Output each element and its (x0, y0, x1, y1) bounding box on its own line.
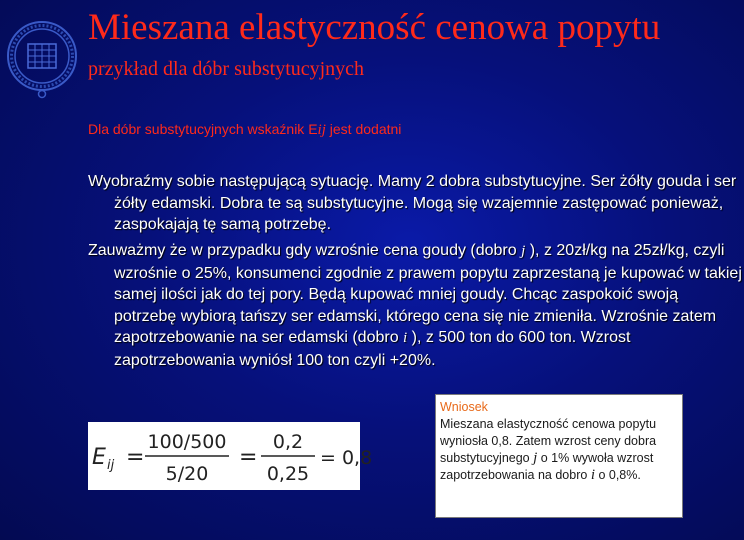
variable-i: i (403, 330, 408, 346)
slide-subtitle: przykład dla dóbr substytucyjnych (88, 58, 365, 80)
formula-result: = 0,8 (320, 447, 373, 469)
formula-lhs-subscript: ij (107, 458, 115, 473)
formula-equals-2: = (239, 445, 258, 470)
formula-fraction1-denominator: 5/20 (165, 463, 209, 485)
elasticity-formula (88, 422, 373, 490)
conclusion-heading: Wniosek (440, 400, 488, 414)
formula-fraction2-denominator: 0,25 (266, 463, 310, 485)
variable-j: j (521, 243, 526, 259)
formula-fraction2-numerator: 0,2 (272, 431, 304, 453)
slide-title: Mieszana elastyczność cenowa popytu (88, 7, 661, 48)
intro-symbol: ij (317, 122, 326, 138)
intro-text-end: jest dodatni (325, 121, 402, 137)
university-seal-logo (4, 18, 80, 98)
conclusion-text-part1: Mieszana elastyczność cenowa popytu wyniosła 0,8. Zatem wzrost ceny dobra substytucyjnego (440, 417, 657, 465)
conclusion-text (440, 416, 678, 484)
formula-equals-1: = (126, 445, 145, 470)
conclusion-variable-i: i (590, 467, 595, 483)
formula-lhs: E (92, 445, 106, 470)
paragraph-example-part2: ), z 20zł/kg na 25zł/kg, czyli wzrośnie o 25%, konsumenci zgodnie z prawem popytu zaprzestaną je kupować w takiej samej ilości jak do tej pory. Będą kupować mniej goudy. Chcąc zaspokoić swoją potrzebę wybiorą tańszy ser edamski, którego cena się nie zmieniła. Wzrośnie zatem zapotrzebowanie na ser edamski (dobro (114, 242, 742, 346)
conclusion-variable-j: j (533, 450, 538, 466)
intro-line (88, 119, 401, 140)
conclusion-box (435, 394, 683, 518)
formula-fraction1-numerator: 100/500 (147, 431, 227, 453)
paragraph-example-part3: ), z 500 ton do 600 ton. Wzrost zapotrzebowania wyniósł 100 ton czyli +20%. (114, 329, 631, 369)
conclusion-text-part3: o 0,8%. (594, 468, 641, 482)
paragraph-example-part1: Zauważmy że w przypadku gdy wzrośnie cena goudy (dobro (88, 242, 522, 259)
paragraph-example (88, 240, 744, 371)
paragraph-substitutes: Wyobraźmy sobie następującą sytuację. Mamy 2 dobra substytucyjne. Ser żółty gouda i ser żółty edamski. Dobra te są substytucyjne. Mogą się wzajemnie zastępować ponieważ, zaspokajają tę samą potrzebę. (88, 173, 737, 233)
intro-text: Dla dóbr substytucyjnych wskaźnik E (88, 121, 318, 137)
conclusion-text-part2: o 1% wywoła wzrost zapotrzebowania na dobro (440, 451, 654, 482)
